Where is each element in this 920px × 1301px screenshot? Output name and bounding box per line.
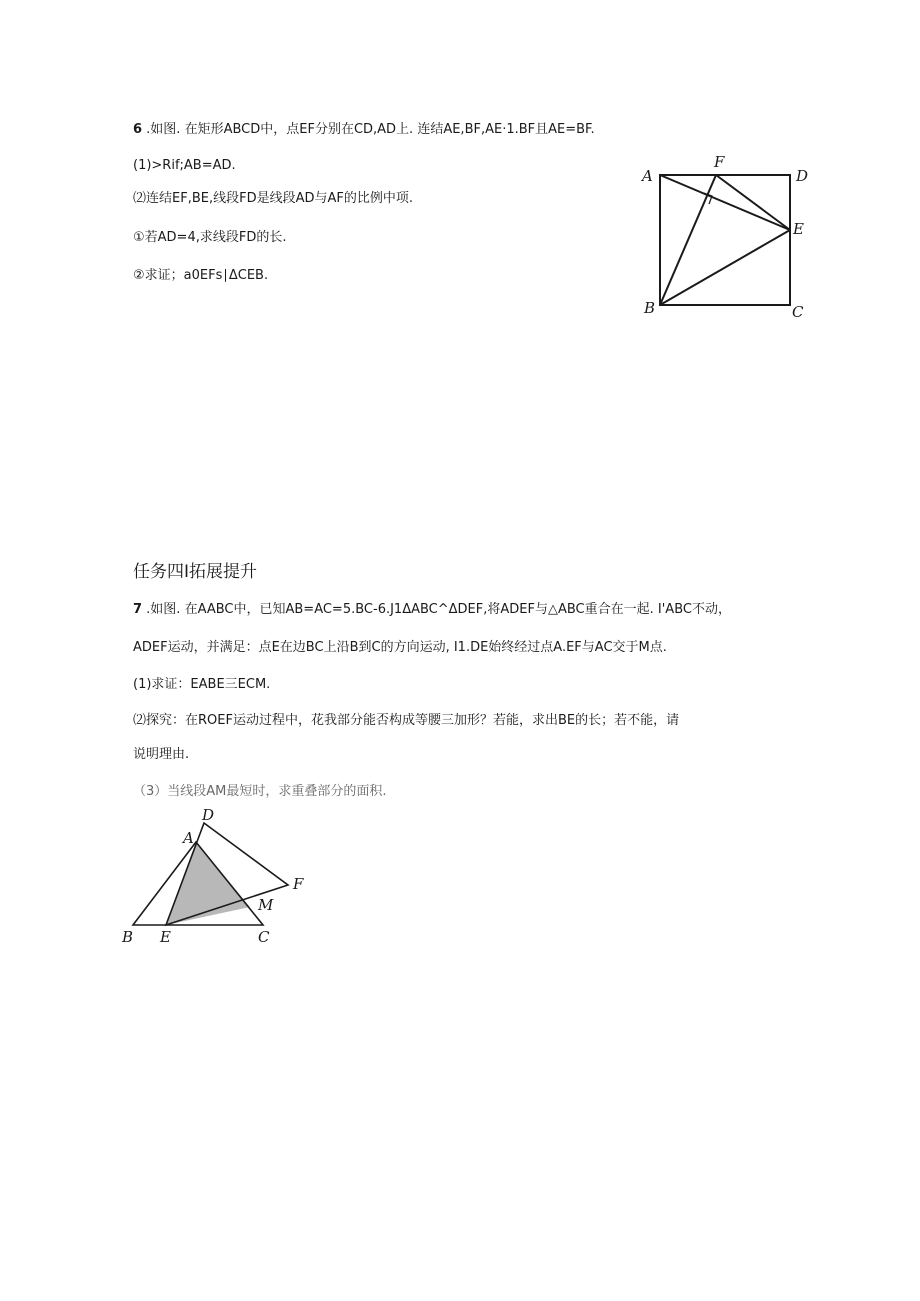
segment-be [660,230,790,305]
label-e: E [793,220,804,238]
label-f: F [293,875,304,893]
label-d: D [202,806,215,824]
label-e: E [160,928,171,946]
label-c: C [792,303,804,321]
label-a: A [642,167,653,185]
q6-number: 6 [133,122,143,137]
label-f: F [714,153,725,171]
q7-part1: (1)求证：EABE三ECM. [133,677,271,692]
q6-part2-2: ②求证；a0EFs∣ΔCEB. [133,268,269,283]
label-m: M [258,896,274,914]
task4-title: 任务四I拓展提升 [133,562,258,582]
label-b: B [122,928,134,946]
label-c: C [258,928,270,946]
q7-figure [118,805,328,950]
q6-stem [133,121,595,139]
q7-part2-a: ⑵探究：在ROEF运动过程中，花我部分能否构成等腰三加形？若能，求出BE的长；若不能，请 [133,713,680,728]
q7-stem-text: .如图. 在AABC中，已知AB=AC=5.BC-6.J1ΔABC^ΔDEF,将ADEF与△ABC重合在一起. I'ABC不动， [142,602,731,617]
q6-stem-text: .如图. 在矩形ABCD中，点EF分别在CD,AD上. 连结AE,BF,AE·1.BF且AE=BF. [142,122,595,137]
label-a: A [183,829,194,847]
rectangle-abcd [660,175,790,305]
label-d: D [796,167,809,185]
q6-part2-1: ①若AD=4,求线段FD的长. [133,230,287,245]
label-b: B [644,299,656,317]
q6-figure [630,150,830,325]
q7-stem-a [133,601,731,619]
q6-part2: ⑵连结EF,BE,线段FD是线段AD与AF的比例中项. [133,191,413,206]
q6-part1: (1)>Rif;AB=AD. [133,158,236,173]
q7-part2-b: 说明理由. [133,747,190,762]
overlap-region [166,842,250,925]
q7-stem-b: ADEF运动，并满足：点E在边BC上沿B到C的方向运动, I1.DE始终经过点A.EF与AC交于M点. [133,640,667,655]
segment-ae [660,175,790,230]
q7-number: 7 [133,602,143,617]
q7-part3: （3）当线段AM最短时，求重叠部分的面积. [133,784,387,799]
